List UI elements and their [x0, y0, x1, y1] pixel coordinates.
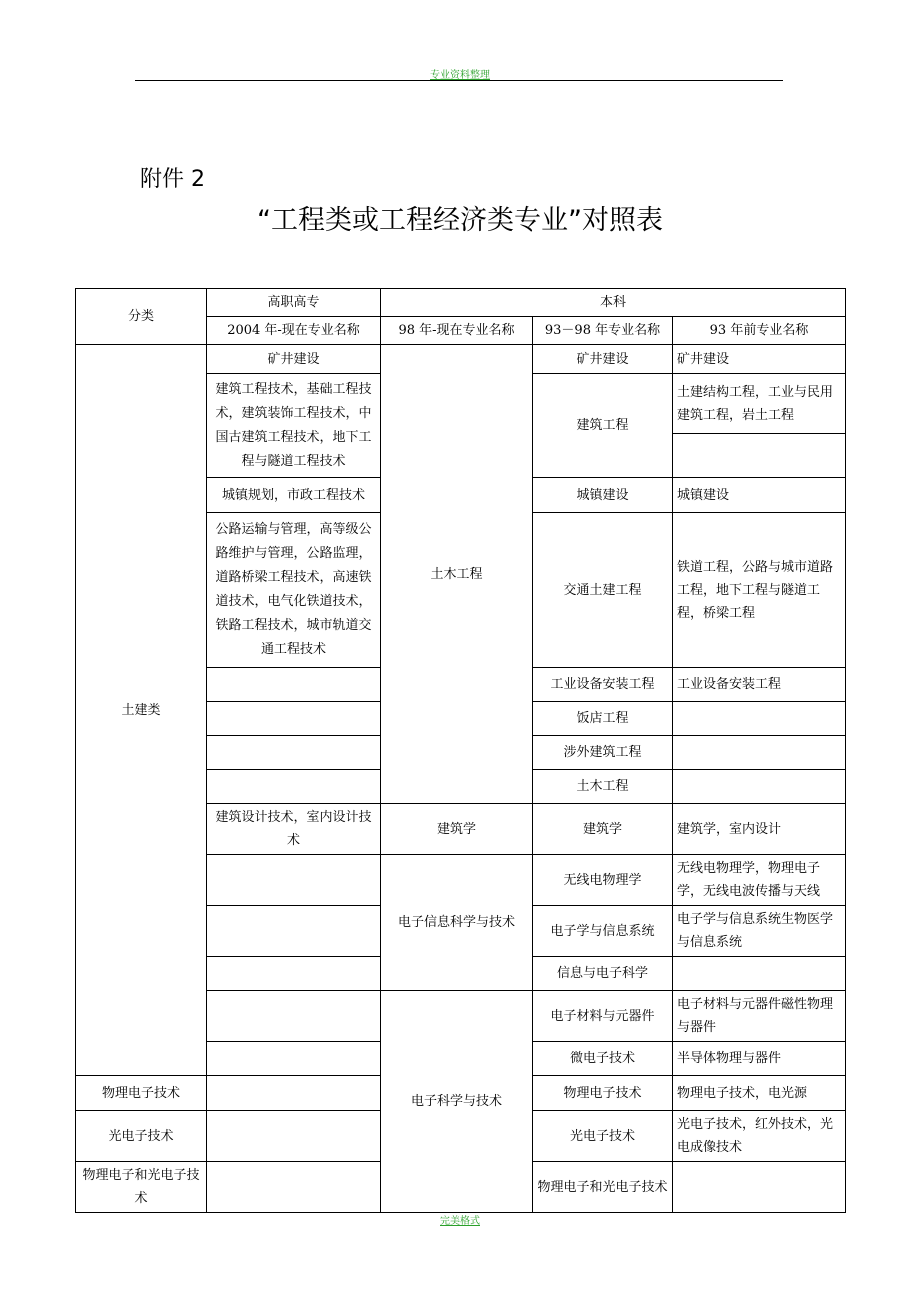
u93-wei: 微电子技术 — [533, 1042, 673, 1076]
document-title: “工程类或工程经济类专业”对照表 — [257, 205, 663, 236]
category-tujian: 土建类 — [76, 345, 207, 1076]
pre-jianzhuxue: 建筑学，室内设计 — [673, 804, 846, 855]
voc-empty-7 — [207, 957, 381, 991]
category-guang: 光电子技术 — [76, 1111, 207, 1162]
u93-wuli: 物理电子技术 — [533, 1076, 673, 1111]
voc-sheji: 建筑设计技术，室内设计技术 — [207, 804, 381, 855]
u93-jiaotong: 交通土建工程 — [533, 513, 673, 668]
pre-empty-4 — [673, 770, 846, 804]
u93-xinxi: 信息与电子科学 — [533, 957, 673, 991]
header-pre93: 93 年前专业名称 — [673, 317, 846, 345]
u93-guang: 光电子技术 — [533, 1111, 673, 1162]
pre-jiaotong: 铁道工程，公路与城市道路工程，地下工程与隧道工程，桥梁工程 — [673, 513, 846, 668]
pre-cailiao: 电子材料与元器件磁性物理与器件 — [673, 991, 846, 1042]
voc-empty-9 — [207, 1042, 381, 1076]
u93-jianzhuxue: 建筑学 — [533, 804, 673, 855]
u98-tumu: 土木工程 — [381, 345, 533, 804]
voc-jianzhu: 建筑工程技术，基础工程技术，建筑装饰工程技术，中国古建筑工程技术，地下工程与隧道工程技术 — [207, 374, 381, 478]
u93-wuliguang: 物理电子和光电子技术 — [533, 1162, 673, 1213]
u93-dianzixue: 电子学与信息系统 — [533, 906, 673, 957]
pre-dianzixue: 电子学与信息系统生物医学与信息系统 — [673, 906, 846, 957]
pre-wuxian: 无线电物理学，物理电子学，无线电波传播与天线 — [673, 855, 846, 906]
pre-empty-1 — [673, 434, 846, 478]
voc-empty-1 — [207, 668, 381, 702]
voc-empty-2 — [207, 702, 381, 736]
u93-gongye: 工业设备安装工程 — [533, 668, 673, 702]
u93-chengzhen: 城镇建设 — [533, 478, 673, 513]
voc-empty-10 — [207, 1076, 381, 1111]
u93-shewai: 涉外建筑工程 — [533, 736, 673, 770]
u93-jianzhu: 建筑工程 — [533, 374, 673, 478]
page-footer-text: 完美格式 — [440, 1216, 480, 1227]
pre-empty-5 — [673, 957, 846, 991]
pre-chengzhen: 城镇建设 — [673, 478, 846, 513]
voc-gonglu: 公路运输与管理，高等级公路维护与管理，公路监理，道路桥梁工程技术，高速铁道技术，电气化铁道技术，铁路工程技术，城市轨道交通工程技术 — [207, 513, 381, 668]
voc-empty-8 — [207, 991, 381, 1042]
pre-wuli: 物理电子技术，电光源 — [673, 1076, 846, 1111]
voc-empty-11 — [207, 1111, 381, 1162]
voc-empty-3 — [207, 736, 381, 770]
pre-guang: 光电子技术，红外技术，光电成像技术 — [673, 1111, 846, 1162]
voc-empty-5 — [207, 855, 381, 906]
pre-empty-3 — [673, 736, 846, 770]
u93-cailiao: 电子材料与元器件 — [533, 991, 673, 1042]
header-undergrad: 本科 — [381, 289, 846, 317]
pre-empty-6 — [673, 1162, 846, 1213]
u93-wuxian: 无线电物理学 — [533, 855, 673, 906]
header-u93: 93－98 年专业名称 — [533, 317, 673, 345]
u93-kuangjing: 矿井建设 — [533, 345, 673, 374]
major-comparison-table — [75, 288, 846, 1213]
category-wuli: 物理电子技术 — [76, 1076, 207, 1111]
header-u98: 98 年-现在专业名称 — [381, 317, 533, 345]
pre-wei: 半导体物理与器件 — [673, 1042, 846, 1076]
pre-empty-2 — [673, 702, 846, 736]
u98-dianzikexue: 电子科学与技术 — [381, 991, 533, 1213]
header-rule — [135, 80, 783, 81]
header-category: 分类 — [76, 289, 207, 345]
header-vocational: 高职高专 — [207, 289, 381, 317]
u98-jianzhuxue: 建筑学 — [381, 804, 533, 855]
attachment-label: 附件 2 — [140, 167, 205, 192]
voc-empty-12 — [207, 1162, 381, 1213]
pre-jianzhu: 土建结构工程，工业与民用建筑工程，岩土工程 — [673, 374, 846, 434]
pre-kuangjing: 矿井建设 — [673, 345, 846, 374]
u93-tumu: 土木工程 — [533, 770, 673, 804]
header-vocational-sub: 2004 年-现在专业名称 — [207, 317, 381, 345]
voc-kuangjing: 矿井建设 — [207, 345, 381, 374]
voc-empty-6 — [207, 906, 381, 957]
pre-gongye: 工业设备安装工程 — [673, 668, 846, 702]
page-header-text: 专业资料整理 — [430, 70, 490, 81]
u93-fandian: 饭店工程 — [533, 702, 673, 736]
voc-empty-4 — [207, 770, 381, 804]
category-wuliguang: 物理电子和光电子技术 — [76, 1162, 207, 1213]
u98-dianzixinxi: 电子信息科学与技术 — [381, 855, 533, 991]
voc-chengzhen: 城镇规划，市政工程技术 — [207, 478, 381, 513]
